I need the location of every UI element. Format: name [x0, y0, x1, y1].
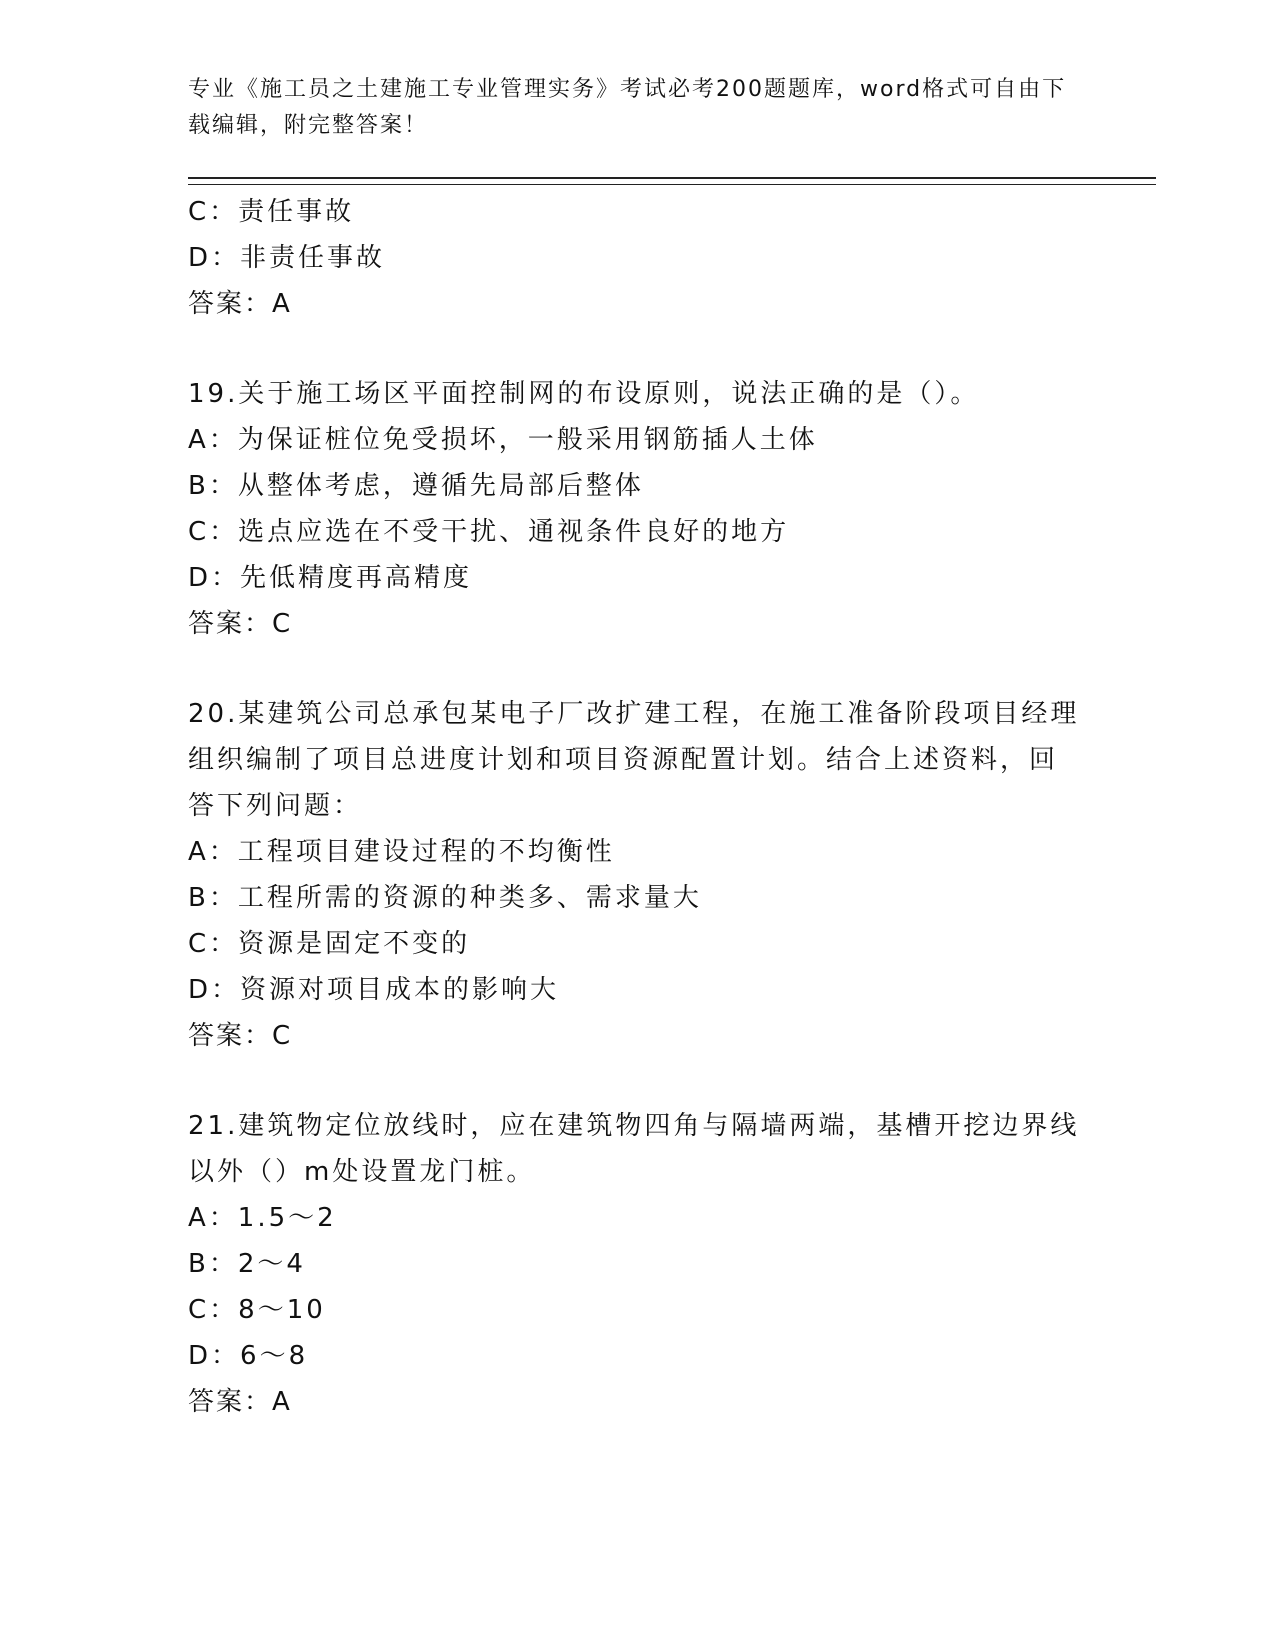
option-label: A：	[188, 425, 238, 455]
question-text-line-2: 以外（）m处设置龙门桩。	[188, 1157, 536, 1187]
header-title: 专业《施工员之土建施工专业管理实务》考试必考200题题库，word格式可自由下载编辑，附完整答案！	[188, 77, 1067, 138]
option-text: 资源对项目成本的影响大	[240, 975, 560, 1005]
option-d	[188, 235, 1088, 281]
question-21	[188, 1103, 1088, 1425]
header-divider-thick	[188, 177, 1156, 179]
option-label: A：	[188, 1203, 238, 1233]
option-text: 从整体考虑，遵循先局部后整体	[237, 471, 644, 501]
question-20	[188, 691, 1088, 1059]
option-c	[188, 1287, 1088, 1333]
option-label: D：	[188, 1341, 241, 1371]
option-label: C：	[188, 929, 239, 959]
question-text: 19.关于施工场区平面控制网的布设原则，说法正确的是（）。	[188, 379, 980, 409]
document-header	[188, 72, 1088, 144]
option-text: 选点应选在不受干扰、通视条件良好的地方	[238, 517, 790, 547]
answer-line: 答案：A	[188, 289, 292, 319]
option-d	[188, 967, 1088, 1013]
option-text: 责任事故	[238, 197, 355, 227]
option-a	[188, 829, 1088, 875]
option-text: 非责任事故	[240, 243, 386, 273]
option-text: 工程所需的资源的种类多、需求量大	[237, 883, 702, 913]
question-text-line-1: 20.某建筑公司总承包某电子厂改扩建工程，在施工准备阶段项目经理	[188, 699, 1080, 729]
option-text: 6～8	[240, 1341, 309, 1371]
option-text: 先低精度再高精度	[240, 563, 473, 593]
answer-line: 答案：C	[188, 1021, 293, 1051]
question-list	[188, 189, 1088, 1425]
header-divider-thin	[188, 184, 1156, 185]
option-label: A：	[188, 837, 238, 867]
question-text-line-2: 组织编制了项目总进度计划和项目资源配置计划。结合上述资料，回	[188, 745, 1059, 775]
option-label: C：	[188, 517, 239, 547]
option-d	[188, 555, 1088, 601]
option-label: D：	[188, 975, 241, 1005]
option-b	[188, 1241, 1088, 1287]
option-label: D：	[188, 243, 241, 273]
option-c	[188, 921, 1088, 967]
question-text-line-1: 21.建筑物定位放线时，应在建筑物四角与隔墙两端，基槽开挖边界线	[188, 1111, 1080, 1141]
option-text: 资源是固定不变的	[238, 929, 471, 959]
answer-line: 答案：A	[188, 1387, 292, 1417]
option-a	[188, 417, 1088, 463]
option-c	[188, 189, 1088, 235]
option-label: B：	[188, 883, 238, 913]
option-text: 1.5～2	[237, 1203, 337, 1233]
option-a	[188, 1195, 1088, 1241]
option-text: 2～4	[237, 1249, 306, 1279]
option-text: 为保证桩位免受损坏，一般采用钢筋插人土体	[237, 425, 818, 455]
option-c	[188, 509, 1088, 555]
prev-question-tail	[188, 189, 1088, 327]
option-label: B：	[188, 471, 238, 501]
option-label: C：	[188, 197, 239, 227]
option-text: 工程项目建设过程的不均衡性	[237, 837, 615, 867]
option-label: D：	[188, 563, 241, 593]
option-d	[188, 1333, 1088, 1379]
question-text-line-3: 答下列问题：	[188, 791, 363, 821]
option-label: C：	[188, 1295, 239, 1325]
option-text: 8～10	[238, 1295, 326, 1325]
option-b	[188, 463, 1088, 509]
option-label: B：	[188, 1249, 238, 1279]
question-19	[188, 371, 1088, 647]
answer-line: 答案：C	[188, 609, 293, 639]
option-b	[188, 875, 1088, 921]
